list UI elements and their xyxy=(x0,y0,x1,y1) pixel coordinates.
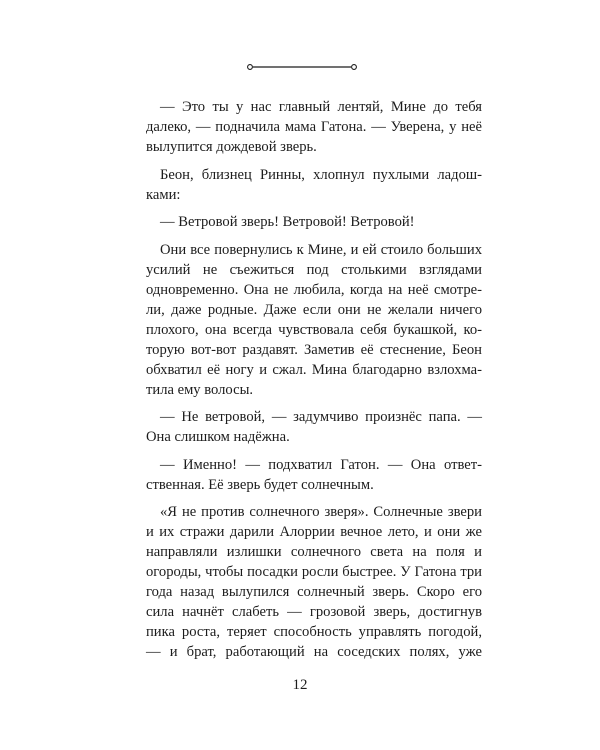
paragraph: Они все повернулись к Мине, и ей стоило больших усилий не съежиться под столькими взглядами одновременно. Она не любила, когда на неё смотрели, даже родные. Даже если они не желали ничего плохого, она всегда чувствовала себя букашкой, которую вот-вот раздавят. Заметив её стеснение, Беон обхватил её ногу и сжал. Мина благодарно взлохматила ему волосы. xyxy=(146,241,482,398)
paragraph: Беон, близнец Ринны, хлопнул пухлыми ладошками: xyxy=(146,166,482,203)
body-text xyxy=(146,97,482,662)
page-number: 12 xyxy=(292,677,308,693)
paragraph: — Это ты у нас главный лентяй, Мине до тебя далеко, — подначила мама Гатона. — Уверена, у неё вылупится дождевой зверь. xyxy=(146,99,482,155)
decorative-divider-icon xyxy=(246,60,358,74)
paragraph: «Я не против солнечного зверя». Солнечные звери и их стражи дарили Алоррии вечное лето, и они же направляли излишки солнечного света на поля и огороды, чтобы посадки росли быстрее. У Гатона три года назад вылупился солнечный зверь. Скоро его сила начнёт слабеть — грозовой зверь, достигнув пика роста, теряет способность управлять погодой, — и брат, работающий на соседских полях, уже xyxy=(146,504,482,660)
paragraph: — Ветровой зверь! Ветровой! Ветровой! xyxy=(160,214,415,230)
paragraph: — Именно! — подхватил Гатон. — Она ответственная. Её зверь будет солнечным. xyxy=(146,456,482,493)
paragraph: — Не ветровой, — задумчиво произнёс папа. — Она слишком надёжна. xyxy=(146,409,482,445)
